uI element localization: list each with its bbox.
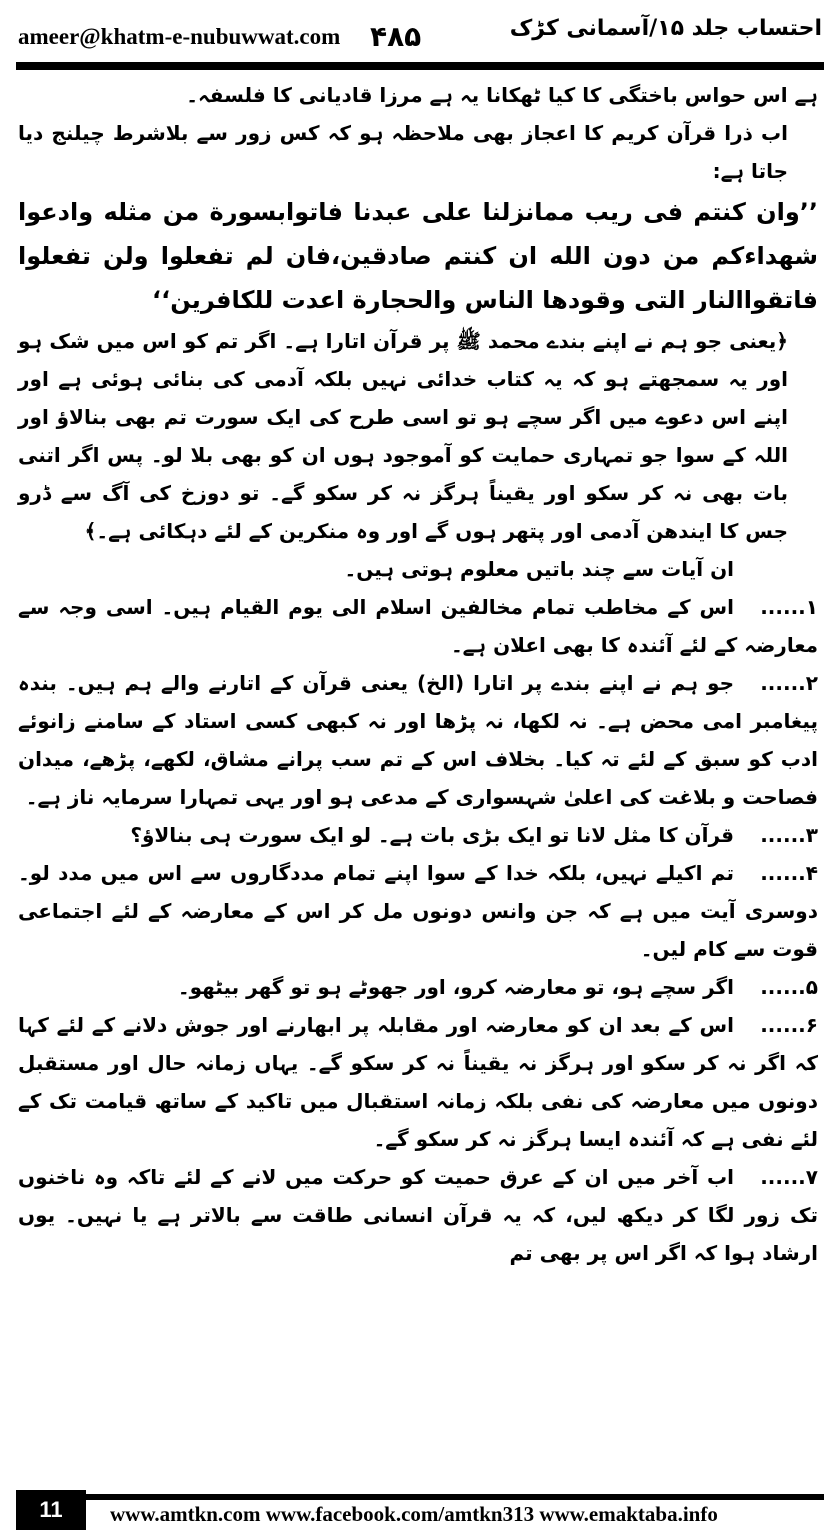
footer-links: www.amtkn.com www.facebook.com/amtkn313 www.emaktaba.info <box>110 1502 718 1526</box>
item-text: قرآن کا مثل لانا تو ایک بڑی بات ہے۔ لو ایک سورت ہی بنالاؤ؟ <box>130 823 734 847</box>
body-line: ہے اس حواس باختگی کا کیا ٹھکانا یہ ہے مرزا قادیانی کا فلسفہ۔ <box>186 83 818 107</box>
header-rule <box>16 62 824 70</box>
item-number: ۷...... <box>760 1165 818 1189</box>
item-number: ۶...... <box>760 1013 818 1037</box>
item-number: ۵...... <box>760 975 818 999</box>
footer-rule <box>16 1494 824 1500</box>
footer-page-index: 11 <box>16 1490 86 1530</box>
list-item <box>18 968 818 1006</box>
page-body <box>18 76 818 1272</box>
page-number: ۴۸۵ <box>370 20 422 53</box>
item-text: اب آخر میں ان کے عرق حمیت کو حرکت میں لانے کے لئے تاکہ وہ ناخنوں تک زور لگا کر دیکھ لیں، کہ یہ قرآن انسانی طاقت سے بالاتر ہے یا نہیں۔ یوں ارشاد ہوا کہ اگر اس پر بھی تم <box>18 1165 818 1265</box>
item-text: جو ہم نے اپنے بندے پر اتارا (الخ) یعنی قرآن کے اتارنے والے ہم ہیں۔ بندہ پیغامبر امی محض ہے۔ نہ لکھا، نہ پڑھا اور نہ کبھی کسی استاد کے سامنے زانوئے ادب کو سبق کے لئے تہ کیا۔ بخلاف اس کے تم سب پرانے مشاق، لکھے، پڑھے، میدان فصاحت و بلاغت کی اعلیٰ شہسواری کے مدعی ہو اور یہی تمہارا سرمایہ ناز ہے۔ <box>18 671 818 809</box>
quran-verse: ’’وان کنتم فی ریب ممانزلنا علی عبدنا فاتوابسورة من مثله وادعوا شهداءکم من دون الله ان کنتم صادقین،فان لم تفعلوا ولن تفعلوا فاتقواالنار التی وقودها الناس والحجارة اعدت للکافرین‘‘ <box>18 198 818 314</box>
item-number: ۱...... <box>760 595 818 619</box>
item-number: ۳...... <box>760 823 818 847</box>
item-number: ۲...... <box>760 671 818 695</box>
list-item <box>18 664 818 816</box>
item-text: اگر سچے ہو، تو معارضہ کرو، اور جھوٹے ہو تو گھر بیٹھو۔ <box>177 975 734 999</box>
page-header <box>18 6 822 56</box>
intro-line: ان آیات سے چند باتیں معلوم ہوتی ہیں۔ <box>344 557 734 581</box>
item-text: تم اکیلے نہیں، بلکہ خدا کے سوا اپنے تمام مددگاروں سے اس میں مدد لو۔ دوسری آیت میں ہے کہ جن وانس دونوں مل کر اس کے معارضہ کے لئے اجتماعی قوت سے کام لیں۔ <box>18 861 818 961</box>
list-item <box>18 1158 818 1272</box>
verse-translation: ﴿یعنی جو ہم نے اپنے بندے محمد ﷺ پر قرآن اتارا ہے۔ اگر تم کو اس میں شک ہو اور یہ سمجھتے ہو کہ یہ کتاب خدائی نہیں بلکہ آدمی کی بنائی ہوئی ہے اور اپنے اس دعوے میں اگر سچے ہو تو اسی طرح کی ایک سورت تم بھی بنالاؤ اور اللہ کے سوا جو تمہاری حمایت کو آموجود ہوں ان کو بھی بلا لو۔ پس اگر اتنی بات بھی نہ کر سکو اور یقیناً ہرگز نہ کر سکو گے۔ تو دوزخ کی آگ سے ڈرو جس کا ایندھن آدمی اور پتھر ہوں گے اور وہ منکرین کے لئے دہکائی ہے۔﴾ <box>18 329 788 543</box>
header-email: ameer@khatm-e-nubuwwat.com <box>18 24 341 49</box>
item-text: اس کے بعد ان کو معارضہ اور مقابلہ پر ابھارنے اور جوش دلانے کے لئے کہا کہ اگر نہ کر سکو اور ہرگز نہ یقیناً نہ کر سکو گے۔ یہاں زمانہ حال اور مستقبل دونوں میں معارضہ کی نفی بلکہ زمانہ استقبال میں تاکید کے ساتھ قیامت تک کے لئے نفی ہے کہ آئندہ ایسا ہرگز نہ کر سکو گے۔ <box>18 1013 818 1151</box>
item-text: اس کے مخاطب تمام مخالفین اسلام الی یوم القیام ہیں۔ اسی وجہ سے معارضہ کے لئے آئندہ کا بھی اعلان ہے۔ <box>18 595 818 657</box>
list-item <box>18 854 818 968</box>
item-number: ۴...... <box>760 861 818 885</box>
list-item <box>18 1006 818 1158</box>
body-line: اب ذرا قرآن کریم کا اعجاز بھی ملاحظہ ہو کہ کس زور سے بلاشرط چیلنج دیا جاتا ہے: <box>18 121 788 183</box>
book-title: احتساب جلد ۱۵/آسمانی کڑک <box>509 16 822 41</box>
list-item <box>18 588 818 664</box>
list-item <box>18 816 818 854</box>
page-footer <box>16 1490 824 1530</box>
